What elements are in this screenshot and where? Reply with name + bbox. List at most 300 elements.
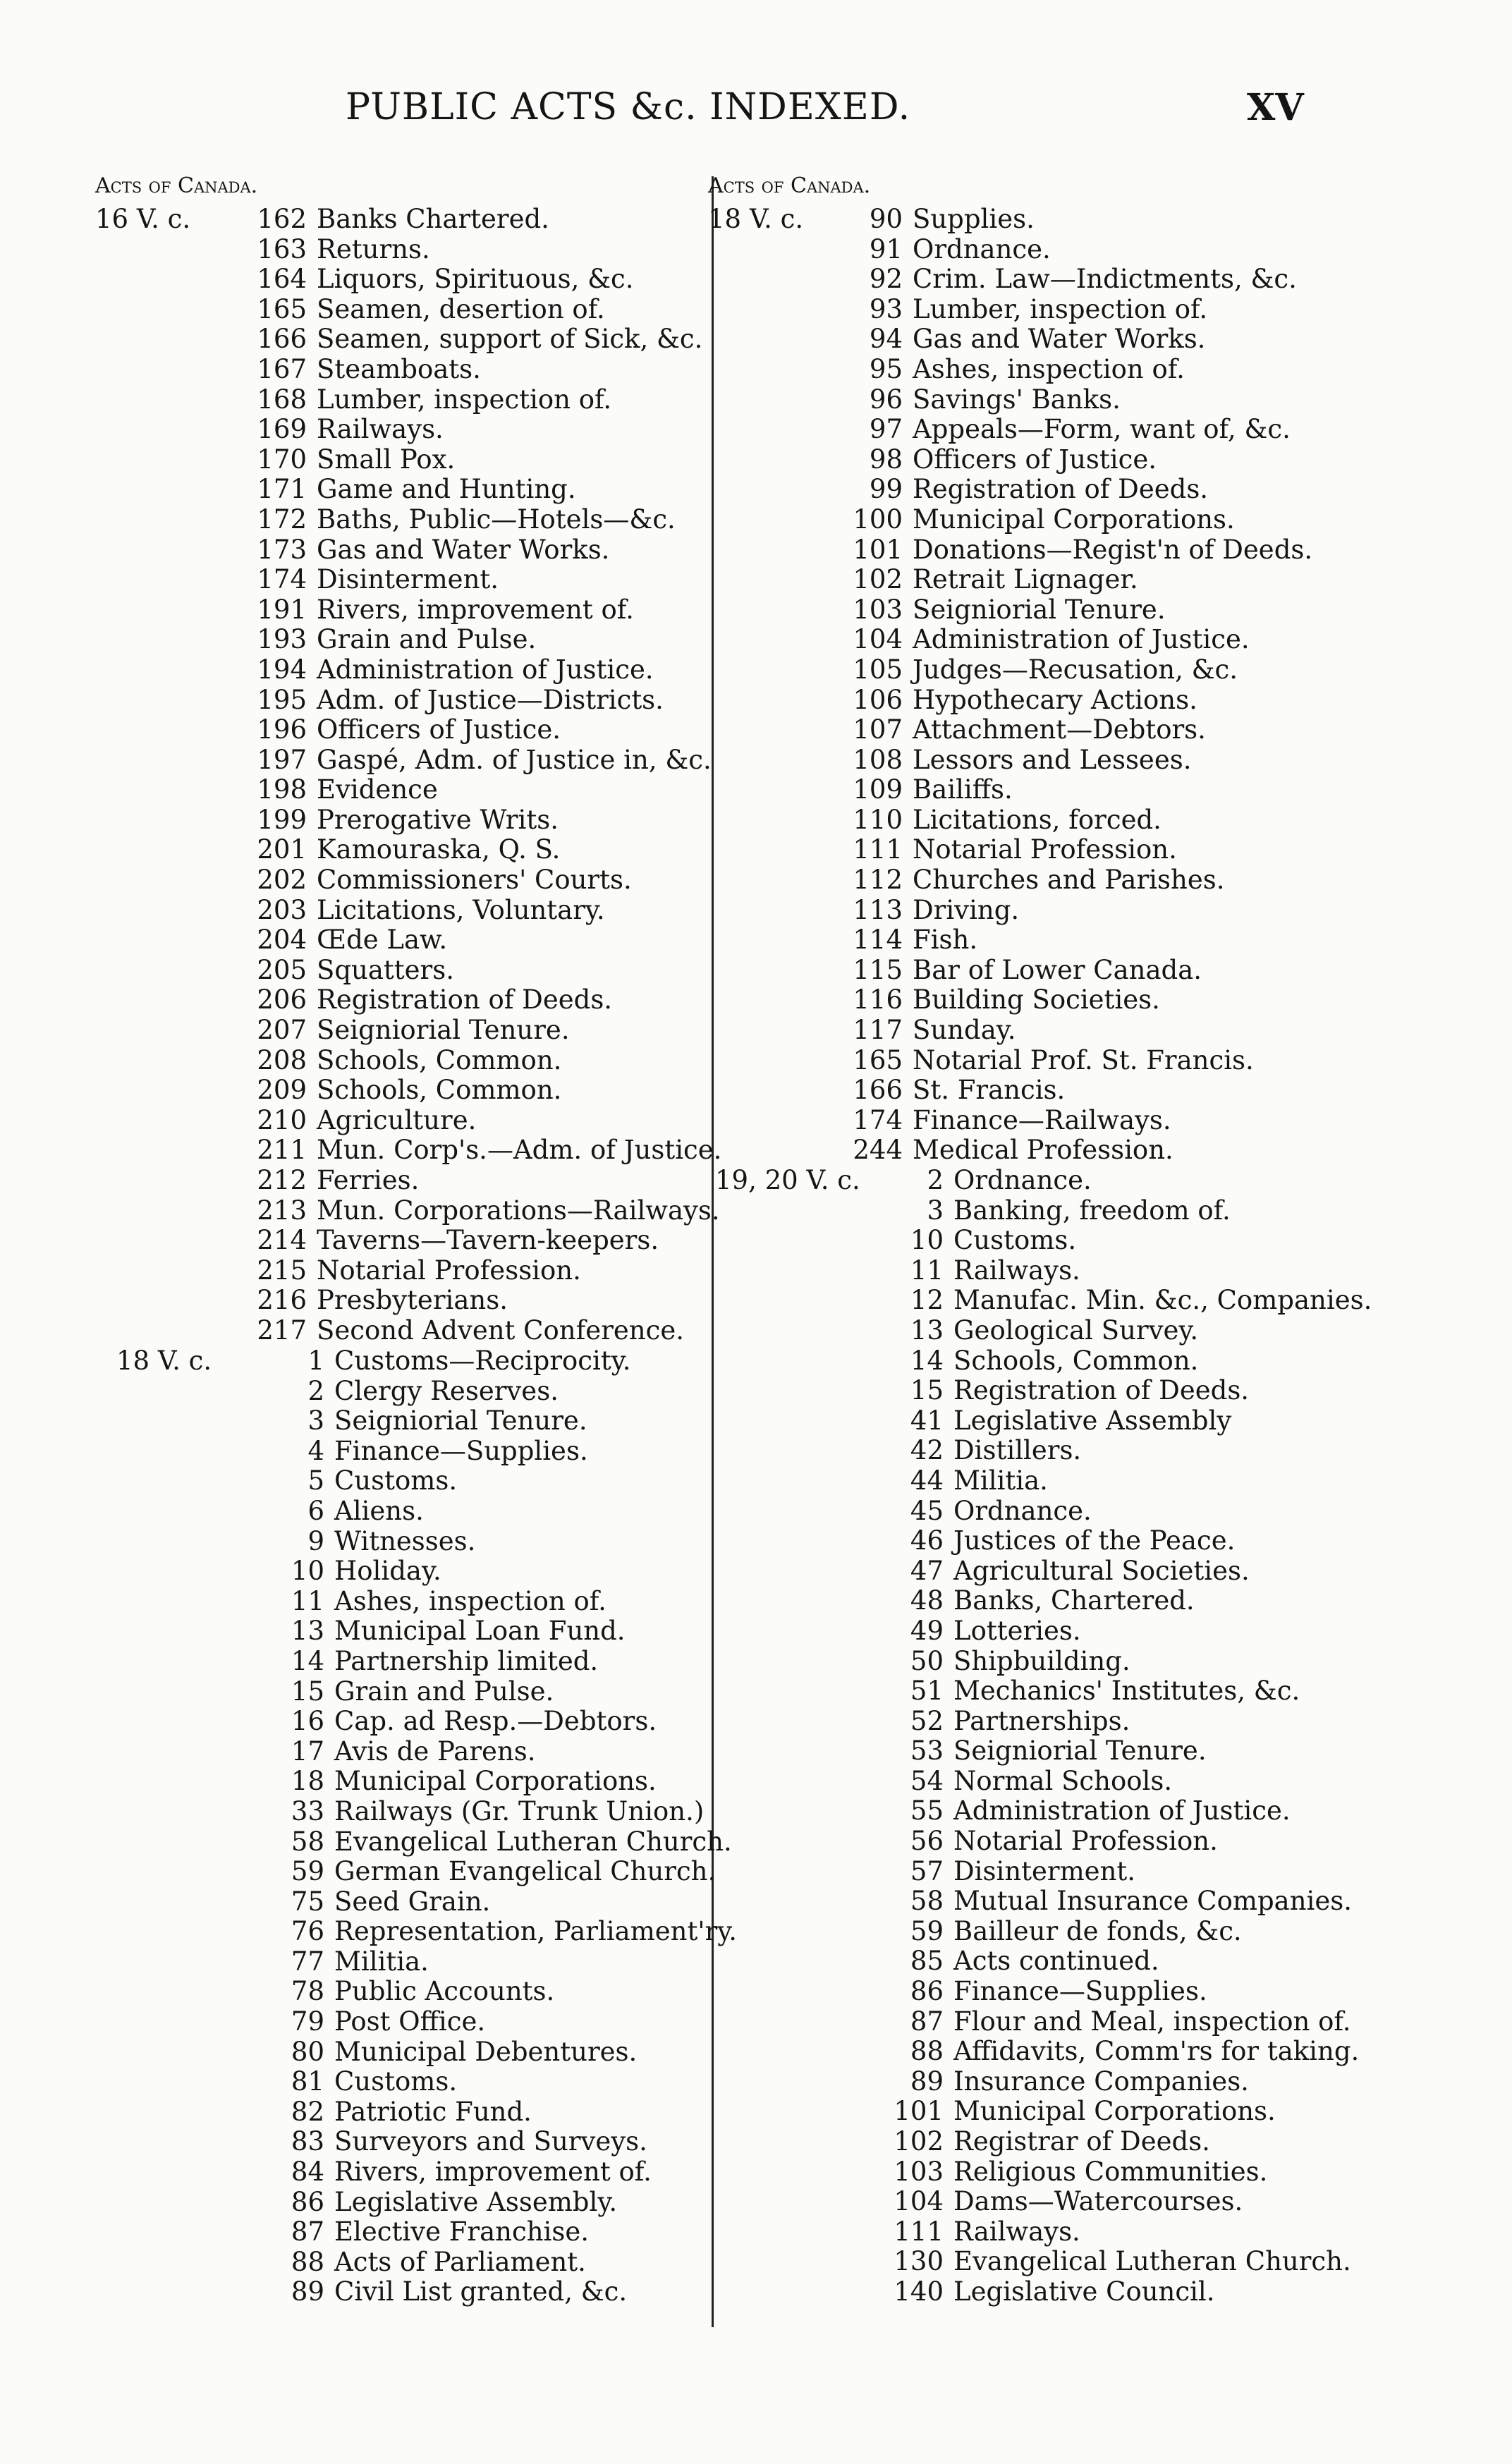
chapter-number: 104 xyxy=(894,2186,944,2217)
index-entry xyxy=(705,355,1312,385)
chapter-number: 201 xyxy=(257,834,307,865)
index-entry xyxy=(705,445,1312,475)
chapter-number: 13 xyxy=(291,1616,324,1647)
index-entry xyxy=(705,1676,1372,1707)
act-title: Railways (Gr. Trunk Union.) xyxy=(334,1795,705,1826)
act-title: Prerogative Writs. xyxy=(317,804,559,835)
index-entry xyxy=(705,1106,1312,1136)
act-title: Cap. ad Resp.—Debtors. xyxy=(334,1706,657,1737)
chapter-number: 164 xyxy=(257,264,307,295)
chapter-number: 52 xyxy=(910,1705,944,1736)
chapter-number: 109 xyxy=(853,774,903,805)
left-group-entries xyxy=(95,205,721,1346)
act-title: Licitations, Voluntary. xyxy=(317,894,605,925)
index-entry xyxy=(705,715,1312,745)
chapter-number: 2 xyxy=(307,1375,324,1406)
index-entry xyxy=(95,264,721,295)
index-entry xyxy=(95,2037,737,2068)
index-entry xyxy=(705,595,1312,626)
right-group-entries xyxy=(705,1166,1372,2307)
act-title: Grain and Pulse. xyxy=(334,1676,554,1707)
act-title: Banking, freedom of. xyxy=(953,1195,1231,1226)
chapter-number: 17 xyxy=(291,1736,324,1767)
chapter-number: 204 xyxy=(257,925,307,956)
index-entry xyxy=(705,1826,1372,1857)
left-column-heading: Acts of Canada. xyxy=(95,173,258,198)
act-title: Ordnance. xyxy=(953,1165,1092,1195)
act-title: Legislative Assembly xyxy=(953,1405,1232,1436)
act-title: Municipal Corporations. xyxy=(913,504,1235,535)
chapter-number: 5 xyxy=(307,1465,324,1496)
left-group-label: 18 V. c. xyxy=(116,1346,212,1376)
chapter-number: 102 xyxy=(853,564,903,595)
index-entry xyxy=(705,2187,1372,2217)
chapter-number: 92 xyxy=(869,264,903,295)
chapter-number: 210 xyxy=(257,1104,307,1135)
chapter-number: 48 xyxy=(910,1585,944,1616)
chapter-number: 163 xyxy=(257,233,307,264)
chapter-number: 89 xyxy=(291,2276,324,2307)
index-entry xyxy=(705,2067,1372,2097)
index-entry xyxy=(705,685,1312,716)
index-entry xyxy=(705,1436,1372,1466)
index-entry xyxy=(95,295,721,325)
act-title: Registrar of Deeds. xyxy=(953,2126,1210,2157)
index-entry xyxy=(95,2157,737,2188)
act-title: Rivers, improvement of. xyxy=(334,2157,652,2188)
chapter-number: 86 xyxy=(291,2186,324,2217)
index-entry xyxy=(95,1887,737,1917)
left-group-18v xyxy=(95,1346,737,2307)
act-title: Bar of Lower Canada. xyxy=(913,954,1202,985)
index-entry xyxy=(95,715,721,745)
act-title: Customs. xyxy=(334,2066,458,2097)
chapter-number: 95 xyxy=(869,353,903,384)
chapter-number: 209 xyxy=(257,1075,307,1106)
index-entry xyxy=(95,1647,737,1677)
chapter-number: 174 xyxy=(853,1104,903,1135)
chapter-number: 9 xyxy=(307,1525,324,1556)
index-entry xyxy=(705,835,1312,865)
index-entry xyxy=(95,745,721,776)
chapter-number: 172 xyxy=(257,504,307,535)
chapter-number: 96 xyxy=(869,384,903,415)
index-entry xyxy=(705,805,1312,836)
chapter-number: 6 xyxy=(307,1495,324,1526)
index-entry xyxy=(95,1196,721,1226)
chapter-number: 212 xyxy=(257,1165,307,1195)
chapter-number: 244 xyxy=(853,1135,903,1166)
index-entry xyxy=(705,1886,1372,1917)
chapter-number: 167 xyxy=(257,353,307,384)
index-entry xyxy=(705,2097,1372,2127)
page-number: XV xyxy=(1247,86,1304,129)
chapter-number: 193 xyxy=(257,624,307,655)
act-title: Hypothecary Actions. xyxy=(913,684,1197,715)
chapter-number: 166 xyxy=(257,324,307,355)
index-entry xyxy=(95,1046,721,1076)
index-entry xyxy=(95,535,721,566)
chapter-number: 88 xyxy=(291,2246,324,2277)
act-title: Supplies. xyxy=(913,204,1035,234)
index-entry xyxy=(95,1075,721,1106)
chapter-number: 76 xyxy=(291,1916,324,1947)
act-title: Municipal Debentures. xyxy=(334,2036,638,2067)
act-title: Agriculture. xyxy=(317,1104,477,1135)
act-title: Fish. xyxy=(913,925,978,956)
chapter-number: 213 xyxy=(257,1195,307,1226)
act-title: Evangelical Lutheran Church. xyxy=(334,1826,732,1857)
chapter-number: 58 xyxy=(910,1886,944,1917)
act-title: Notarial Profession. xyxy=(953,1826,1218,1857)
index-entry xyxy=(95,1437,737,1467)
index-entry xyxy=(95,505,721,535)
chapter-number: 198 xyxy=(257,774,307,805)
index-entry xyxy=(705,896,1312,926)
index-entry xyxy=(95,865,721,896)
act-title: Ashes, inspection of. xyxy=(334,1585,606,1616)
index-entry xyxy=(95,1947,737,1977)
act-title: Civil List granted, &c. xyxy=(334,2276,628,2307)
chapter-number: 104 xyxy=(853,624,903,655)
act-title: Ashes, inspection of. xyxy=(913,353,1185,384)
act-title: Acts of Parliament. xyxy=(334,2246,586,2277)
index-entry xyxy=(95,1857,737,1887)
chapter-number: 11 xyxy=(291,1585,324,1616)
chapter-number: 170 xyxy=(257,444,307,475)
left-group-label: 16 V. c. xyxy=(95,204,191,234)
act-title: Licitations, forced. xyxy=(913,804,1162,835)
chapter-number: 196 xyxy=(257,714,307,745)
chapter-number: 174 xyxy=(257,564,307,595)
act-title: Public Accounts. xyxy=(334,1976,555,2007)
act-title: Legislative Council. xyxy=(953,2276,1215,2307)
act-title: Municipal Loan Fund. xyxy=(334,1616,626,1647)
act-title: Customs. xyxy=(953,1225,1077,1256)
act-title: Administration of Justice. xyxy=(953,1795,1291,1826)
index-entry xyxy=(705,1135,1312,1166)
chapter-number: 166 xyxy=(853,1075,903,1106)
index-entry xyxy=(95,1707,737,1737)
act-title: Administration of Justice. xyxy=(913,624,1250,655)
index-entry xyxy=(95,896,721,926)
index-entry xyxy=(705,865,1312,896)
index-entry xyxy=(705,985,1312,1016)
index-entry xyxy=(705,2247,1372,2277)
chapter-number: 46 xyxy=(910,1525,944,1556)
act-title: Post Office. xyxy=(334,2006,486,2037)
chapter-number: 215 xyxy=(257,1255,307,1286)
act-title: Gas and Water Works. xyxy=(317,534,610,565)
index-entry xyxy=(705,475,1312,505)
chapter-number: 54 xyxy=(910,1765,944,1796)
index-entry xyxy=(705,1286,1372,1316)
chapter-number: 3 xyxy=(927,1195,944,1226)
index-entry xyxy=(705,324,1312,355)
chapter-number: 86 xyxy=(910,1976,944,2007)
chapter-number: 87 xyxy=(910,2006,944,2037)
index-entry xyxy=(705,535,1312,566)
act-title: Finance—Supplies. xyxy=(334,1435,588,1466)
act-title: Sunday. xyxy=(913,1015,1016,1046)
act-title: Gas and Water Works. xyxy=(913,324,1206,355)
index-entry xyxy=(95,1106,721,1136)
act-title: Donations—Regist'n of Deeds. xyxy=(913,534,1313,565)
chapter-number: 51 xyxy=(910,1676,944,1707)
index-entry xyxy=(705,2007,1372,2037)
chapter-number: 168 xyxy=(257,384,307,415)
chapter-number: 173 xyxy=(257,534,307,565)
index-entry xyxy=(705,1376,1372,1406)
index-entry xyxy=(95,475,721,505)
chapter-number: 115 xyxy=(853,954,903,985)
index-entry xyxy=(705,2037,1372,2067)
act-title: Taverns—Tavern-keepers. xyxy=(317,1225,659,1256)
chapter-number: 88 xyxy=(910,2036,944,2067)
act-title: Retrait Lignager. xyxy=(913,564,1138,595)
index-entry xyxy=(95,1677,737,1707)
index-entry xyxy=(705,1917,1372,1947)
chapter-number: 216 xyxy=(257,1285,307,1316)
index-entry xyxy=(95,2217,737,2248)
index-entry xyxy=(705,1647,1372,1677)
chapter-number: 191 xyxy=(257,594,307,625)
chapter-number: 4 xyxy=(307,1435,324,1466)
index-entry xyxy=(95,415,721,445)
chapter-number: 91 xyxy=(869,233,903,264)
index-entry xyxy=(95,1827,737,1858)
act-title: Seamen, desertion of. xyxy=(317,293,605,324)
act-title: Ferries. xyxy=(317,1165,420,1195)
chapter-number: 112 xyxy=(853,865,903,896)
index-entry xyxy=(705,625,1312,655)
act-title: Lumber, inspection of. xyxy=(913,293,1208,324)
index-entry xyxy=(95,2188,737,2218)
index-entry xyxy=(705,295,1312,325)
index-entry xyxy=(95,1797,737,1827)
index-entry xyxy=(95,985,721,1016)
index-entry xyxy=(705,1226,1372,1256)
index-entry xyxy=(95,2007,737,2037)
act-title: Dams—Watercourses. xyxy=(953,2186,1243,2217)
chapter-number: 57 xyxy=(910,1855,944,1886)
act-title: Disinterment. xyxy=(953,1855,1136,1886)
chapter-number: 53 xyxy=(910,1736,944,1767)
act-title: Holiday. xyxy=(334,1556,441,1587)
index-entry xyxy=(705,1256,1372,1286)
index-entry xyxy=(95,1016,721,1046)
act-title: Municipal Corporations. xyxy=(953,2096,1276,2127)
chapter-number: 205 xyxy=(257,954,307,985)
act-title: Finance—Railways. xyxy=(913,1104,1171,1135)
chapter-number: 89 xyxy=(910,2066,944,2097)
right-group-18v xyxy=(705,205,1312,1166)
index-entry xyxy=(95,355,721,385)
act-title: Churches and Parishes. xyxy=(913,865,1225,896)
act-title: Lumber, inspection of. xyxy=(317,384,612,415)
act-title: Schools, Common. xyxy=(317,1044,562,1075)
act-title: Crim. Law—Indictments, &c. xyxy=(913,264,1297,295)
act-title: Registration of Deeds. xyxy=(913,474,1209,505)
chapter-number: 130 xyxy=(894,2246,944,2277)
act-title: Railways. xyxy=(953,1255,1080,1286)
chapter-number: 107 xyxy=(853,714,903,745)
act-title: Customs—Reciprocity. xyxy=(334,1346,631,1376)
chapter-number: 56 xyxy=(910,1826,944,1857)
act-title: Bailleur de fonds, &c. xyxy=(953,1915,1242,1946)
chapter-number: 87 xyxy=(291,2216,324,2248)
act-title: Lotteries. xyxy=(953,1615,1081,1646)
chapter-number: 15 xyxy=(910,1375,944,1406)
act-title: Second Advent Conference. xyxy=(317,1315,684,1346)
chapter-number: 195 xyxy=(257,684,307,715)
chapter-number: 117 xyxy=(853,1015,903,1046)
chapter-number: 90 xyxy=(869,204,903,234)
index-entry xyxy=(95,625,721,655)
index-entry xyxy=(95,324,721,355)
act-title: German Evangelical Church. xyxy=(334,1856,717,1887)
index-entry xyxy=(95,1917,737,1947)
index-entry xyxy=(705,415,1312,445)
index-entry xyxy=(95,1316,721,1346)
act-title: Schools, Common. xyxy=(953,1345,1199,1376)
chapter-number: 59 xyxy=(910,1915,944,1946)
chapter-number: 47 xyxy=(910,1555,944,1586)
index-entry xyxy=(705,1857,1372,1887)
chapter-number: 98 xyxy=(869,444,903,475)
act-title: Driving. xyxy=(913,894,1020,925)
act-title: Administration of Justice. xyxy=(317,654,654,685)
chapter-number: 80 xyxy=(291,2036,324,2067)
index-entry xyxy=(705,1316,1372,1346)
index-entry xyxy=(95,1587,737,1617)
page-title: PUBLIC ACTS &c. INDEXED. xyxy=(346,86,911,128)
index-entry xyxy=(95,835,721,865)
chapter-number: 140 xyxy=(894,2276,944,2307)
index-entry xyxy=(95,2127,737,2157)
chapter-number: 194 xyxy=(257,654,307,685)
index-entry xyxy=(705,1767,1372,1797)
act-title: Seamen, support of Sick, &c. xyxy=(317,324,703,355)
chapter-number: 207 xyxy=(257,1015,307,1046)
chapter-number: 103 xyxy=(853,594,903,625)
index-entry xyxy=(705,1586,1372,1616)
act-title: Judges—Recusation, &c. xyxy=(913,654,1238,685)
chapter-number: 16 xyxy=(291,1706,324,1737)
index-entry xyxy=(705,2157,1372,2188)
act-title: Elective Franchise. xyxy=(334,2216,590,2248)
act-title: Seed Grain. xyxy=(334,1886,491,1917)
index-entry xyxy=(705,1046,1312,1076)
chapter-number: 18 xyxy=(291,1766,324,1797)
index-entry xyxy=(705,505,1312,535)
chapter-number: 3 xyxy=(307,1405,324,1437)
index-entry xyxy=(705,1075,1312,1106)
right-column-heading: Acts of Canada. xyxy=(708,173,871,198)
chapter-number: 84 xyxy=(291,2157,324,2188)
index-entry xyxy=(95,1135,721,1166)
act-title: Railways. xyxy=(953,2216,1080,2247)
act-title: Ordnance. xyxy=(913,233,1051,264)
index-entry xyxy=(95,1556,737,1587)
act-title: Notarial Profession. xyxy=(317,1255,581,1286)
act-title: Seigniorial Tenure. xyxy=(334,1405,587,1437)
index-entry xyxy=(95,1406,737,1437)
act-title: Banks, Chartered. xyxy=(953,1585,1195,1616)
chapter-number: 78 xyxy=(291,1976,324,2007)
act-title: Baths, Public—Hotels—&c. xyxy=(317,504,676,535)
index-entry xyxy=(705,1977,1372,2007)
right-column xyxy=(705,173,1425,2388)
act-title: Clergy Reserves. xyxy=(334,1375,559,1406)
chapter-number: 85 xyxy=(910,1946,944,1977)
chapter-number: 197 xyxy=(257,744,307,775)
act-title: Rivers, improvement of. xyxy=(317,594,634,625)
act-title: Seigniorial Tenure. xyxy=(317,1015,570,1046)
chapter-number: 50 xyxy=(910,1645,944,1676)
index-entry xyxy=(95,1166,721,1196)
act-title: Militia. xyxy=(953,1465,1048,1496)
act-title: Partnership limited. xyxy=(334,1645,599,1676)
index-entry xyxy=(95,685,721,716)
chapter-number: 13 xyxy=(910,1315,944,1346)
chapter-number: 199 xyxy=(257,804,307,835)
index-entry xyxy=(95,655,721,685)
index-entry xyxy=(705,1946,1372,1977)
chapter-number: 33 xyxy=(291,1795,324,1826)
act-title: Agricultural Societies. xyxy=(953,1555,1250,1586)
act-title: Seigniorial Tenure. xyxy=(953,1736,1207,1767)
chapter-number: 11 xyxy=(910,1255,944,1286)
act-title: Normal Schools. xyxy=(953,1765,1173,1796)
index-entry xyxy=(95,1377,737,1407)
chapter-number: 106 xyxy=(853,684,903,715)
index-entry xyxy=(705,1406,1372,1437)
act-title: Geological Survey. xyxy=(953,1315,1199,1346)
act-title: Mechanics' Institutes, &c. xyxy=(953,1676,1300,1707)
act-title: Building Societies. xyxy=(913,984,1160,1016)
act-title: Lessors and Lessees. xyxy=(913,744,1192,775)
chapter-number: 83 xyxy=(291,2126,324,2157)
left-column xyxy=(95,173,737,2388)
chapter-number: 44 xyxy=(910,1465,944,1496)
index-entry xyxy=(95,925,721,956)
act-title: Distillers. xyxy=(953,1435,1082,1466)
right-group-19-20v xyxy=(705,1166,1372,2307)
left-group-entries xyxy=(95,1346,737,2307)
chapter-number: 10 xyxy=(291,1556,324,1587)
chapter-number: 116 xyxy=(853,984,903,1016)
act-title: Finance—Supplies. xyxy=(953,1976,1207,2007)
chapter-number: 75 xyxy=(291,1886,324,1917)
chapter-number: 55 xyxy=(910,1795,944,1826)
act-title: Savings' Banks. xyxy=(913,384,1121,415)
act-title: Patriotic Fund. xyxy=(334,2096,532,2127)
chapter-number: 214 xyxy=(257,1225,307,1256)
act-title: Officers of Justice. xyxy=(317,714,561,745)
act-title: Presbyterians. xyxy=(317,1285,508,1316)
act-title: Insurance Companies. xyxy=(953,2066,1249,2097)
act-title: Gaspé, Adm. of Justice in, &c. xyxy=(317,744,712,775)
chapter-number: 114 xyxy=(853,925,903,956)
index-entry xyxy=(705,2217,1372,2248)
chapter-number: 81 xyxy=(291,2066,324,2097)
index-entry xyxy=(705,2127,1372,2157)
chapter-number: 41 xyxy=(910,1405,944,1436)
chapter-number: 2 xyxy=(927,1165,944,1195)
chapter-number: 59 xyxy=(291,1856,324,1887)
index-entry xyxy=(95,2067,737,2097)
